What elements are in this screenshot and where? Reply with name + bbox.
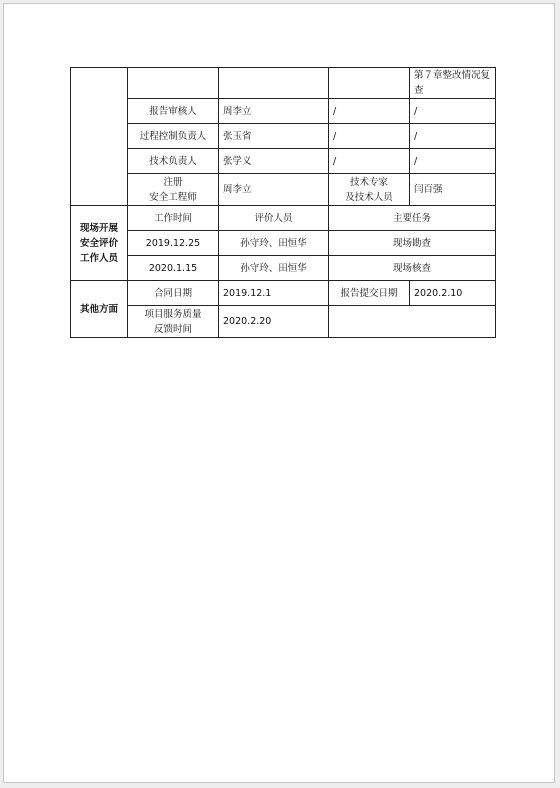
table-row [71, 174, 496, 206]
label-line: 安全评价 [79, 237, 118, 249]
label-line: 反馈时间 [153, 323, 192, 335]
role-line: 安全工程师 [149, 191, 197, 203]
header-evaluators: 评价人员 [219, 206, 329, 231]
table-row [71, 281, 496, 306]
feedback-date: 2020.2.20 [219, 306, 329, 338]
blank-cell [329, 68, 410, 99]
table-row [71, 306, 496, 338]
label-line: 现场开展 [79, 222, 118, 234]
table-row [71, 206, 496, 231]
contract-date-label: 合同日期 [128, 281, 219, 306]
cell-slash: / [329, 149, 410, 174]
table-row [71, 124, 496, 149]
work-time: 2019.12.25 [128, 231, 219, 256]
cell-slash: / [329, 124, 410, 149]
role-report-reviewer: 报告审核人 [128, 99, 219, 124]
name-process-control: 张玉省 [219, 124, 329, 149]
table-row [71, 231, 496, 256]
table-row [71, 99, 496, 124]
feedback-time-label [128, 306, 219, 338]
cell-slash: / [410, 149, 496, 174]
name-tech-expert: 闫百强 [410, 174, 496, 206]
evaluators: 孙守玲、田恒华 [219, 256, 329, 281]
chapter-7-cell: 第７章整改情况复查 [410, 68, 496, 99]
role-tech-expert [329, 174, 410, 206]
blank-cell [329, 306, 496, 338]
name-safety-engineer: 周李立 [219, 174, 329, 206]
table-row [71, 68, 496, 99]
header-work-time: 工作时间 [128, 206, 219, 231]
name-report-reviewer: 周李立 [219, 99, 329, 124]
label-line: 工作人员 [79, 252, 118, 264]
name-technical-lead: 张学义 [219, 149, 329, 174]
role-process-control: 过程控制负责人 [128, 124, 219, 149]
role-line: 及技术人员 [345, 191, 393, 203]
role-line: 技术专家 [349, 176, 388, 188]
role-safety-engineer [128, 174, 219, 206]
work-time: 2020.1.15 [128, 256, 219, 281]
main-task: 现场勘查 [329, 231, 496, 256]
cell-slash: / [329, 99, 410, 124]
submit-date: 2020.2.10 [410, 281, 496, 306]
label-line: 项目服务质量 [144, 308, 202, 320]
evaluators: 孙守玲、田恒华 [219, 231, 329, 256]
submit-date-label: 报告提交日期 [329, 281, 410, 306]
cell-slash: / [410, 99, 496, 124]
table-row [71, 149, 496, 174]
cell-slash: / [410, 124, 496, 149]
evaluation-info-table [70, 67, 496, 338]
other-aspects-label: 其他方面 [71, 281, 128, 338]
role-technical-lead: 技术负责人 [128, 149, 219, 174]
blank-cell [219, 68, 329, 99]
role-line: 注册 [163, 176, 183, 188]
main-task: 现场核查 [329, 256, 496, 281]
header-main-task: 主要任务 [329, 206, 496, 231]
table-row [71, 256, 496, 281]
blank-label-cell [71, 68, 128, 206]
blank-cell [128, 68, 219, 99]
contract-date: 2019.12.1 [219, 281, 329, 306]
onsite-staff-label [71, 206, 128, 281]
